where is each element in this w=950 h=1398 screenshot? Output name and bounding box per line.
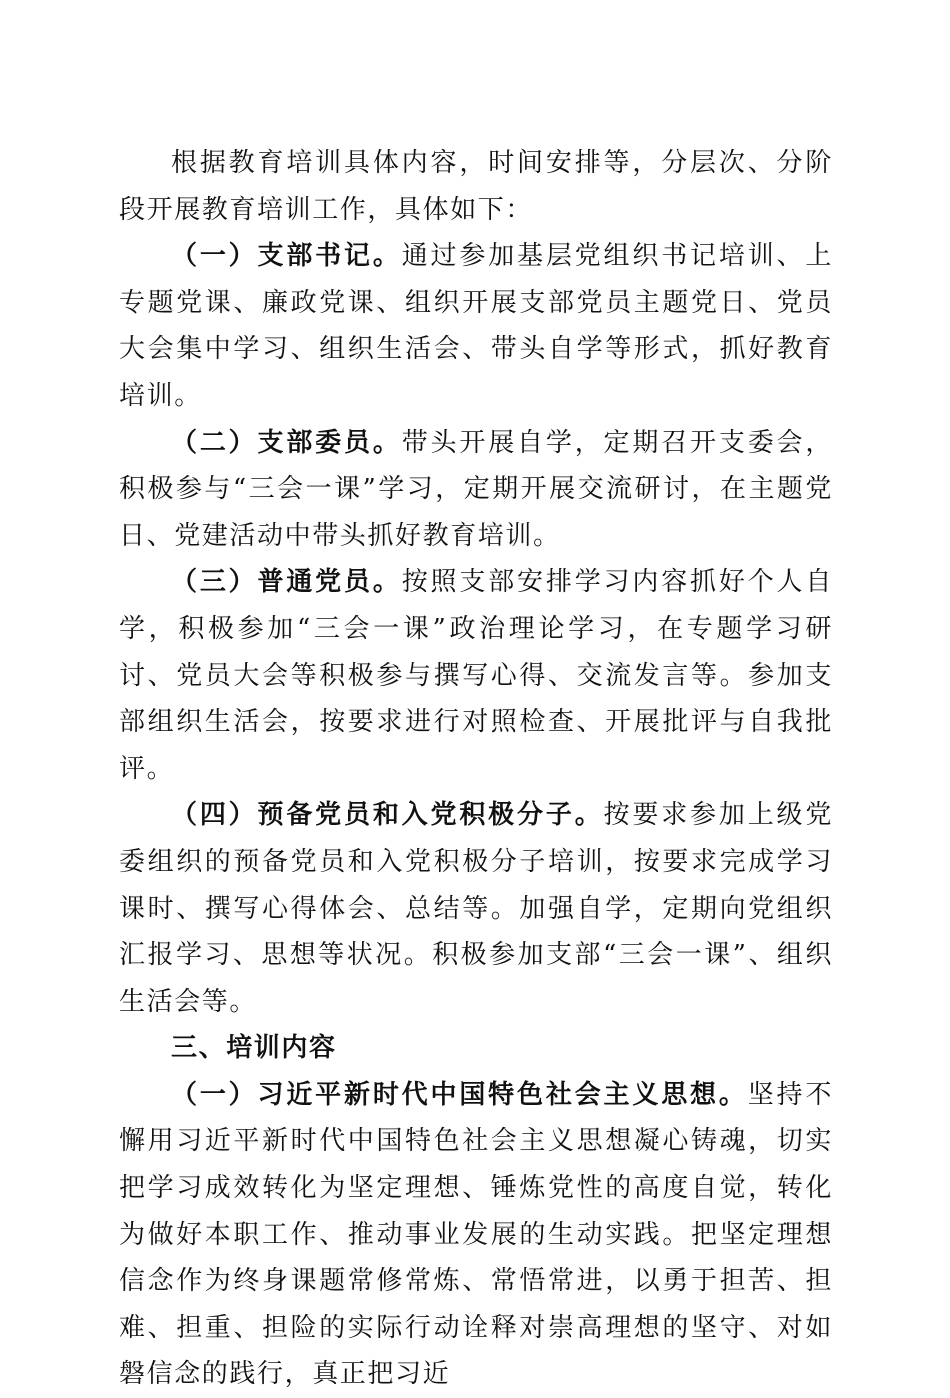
paragraph-ordinary-members <box>119 559 833 792</box>
paragraph-ordinary-members-text: 按照支部安排学习内容抓好个人自学，积极参加“三会一课”政治理论学习，在专题学习研讨、党员大会等积极参与撰写心得、交流发言等。参加支部组织生活会，按要求进行对照检查、开展批评与自我批评。 <box>119 567 833 784</box>
paragraph-branch-secretary-text: 通过参加基层党组织书记培训、上专题党课、廉政党课、组织开展支部党员主题党日、党员大会集中学习、组织生活会、带头自学等形式，抓好教育培训。 <box>119 241 833 411</box>
paragraph-probationary-members-lead: （四）预备党员和入党积极分子。 <box>171 800 604 831</box>
paragraph-branch-secretary <box>119 233 833 419</box>
paragraph-intro-text: 根据教育培训具体内容，时间安排等，分层次、分阶段开展教育培训工作，具体如下： <box>119 148 833 225</box>
paragraph-branch-committee-lead: （二）支部委员。 <box>171 427 402 458</box>
paragraph-intro <box>119 140 833 233</box>
paragraph-branch-committee-text: 带头开展自学，定期召开支委会，积极参与“三会一课”学习，定期开展交流研讨，在主题党日、党建活动中带头抓好教育培训。 <box>119 427 833 551</box>
paragraph-xi-thought <box>119 1072 833 1398</box>
paragraph-branch-secretary-lead: （一）支部书记。 <box>171 241 402 272</box>
paragraph-probationary-members <box>119 792 833 1025</box>
paragraph-ordinary-members-lead: （三）普通党员。 <box>171 567 402 598</box>
paragraph-branch-committee <box>119 420 833 560</box>
paragraph-xi-thought-lead: （一）习近平新时代中国特色社会主义思想。 <box>171 1079 748 1110</box>
document-body <box>119 140 833 1398</box>
paragraph-probationary-members-text: 按要求参加上级党委组织的预备党员和入党积极分子培训，按要求完成学习课时、撰写心得体会、总结等。加强自学，定期向党组织汇报学习、思想等状况。积极参加支部“三会一课”、组织生活会等。 <box>119 800 833 1017</box>
paragraph-xi-thought-text: 坚持不懈用习近平新时代中国特色社会主义思想凝心铸魂，切实把学习成效转化为坚定理想、锤炼党性的高度自觉，转化为做好本职工作、推动事业发展的生动实践。把坚定理想信念作为终身课题常修常炼、常悟常进，以勇于担苦、担难、担重、担险的实际行动诠释对崇高理想的坚守、对如磐信念的践行，真正把习近 <box>119 1079 833 1390</box>
section-heading-training-content: 三、培训内容 <box>171 1033 337 1064</box>
